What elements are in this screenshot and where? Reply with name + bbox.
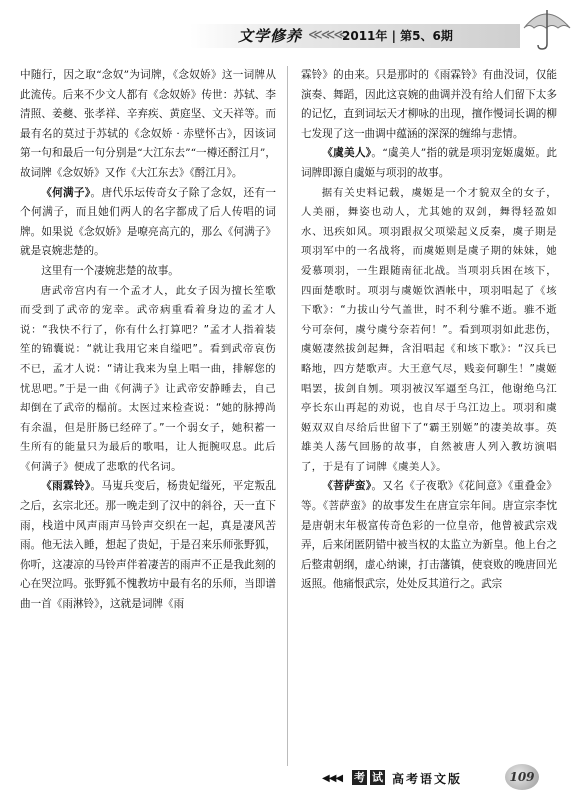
body-paragraph: [20, 262, 276, 282]
footer-box-shi: 试: [372, 771, 383, 784]
body-paragraph: [20, 184, 276, 262]
magazine-title: 文学修养: [238, 27, 303, 45]
page-footer: [0, 760, 581, 800]
section-title: 《虞美人》: [322, 147, 372, 160]
body-paragraph: [301, 66, 557, 144]
umbrella-icon: [520, 6, 572, 52]
footer-box-kao: 考: [354, 771, 365, 784]
chevron-decoration-icon: ≪≪≪: [308, 27, 346, 43]
arrow-decoration-icon: ◀◀◀: [322, 773, 343, 784]
body-paragraph: [20, 66, 276, 184]
paragraph-text: 。唐代乐坛传奇女子除了念奴，还有一个何满子，而且她们两人的名字都成了后人传唱的词牌。如果说《念奴娇》是嘹亮高亢的，那么《何满子》就是哀婉悲楚的。: [20, 186, 277, 258]
paragraph-text: 唐武帝宫内有一个孟才人，此女子因为擅长笙歌而受到了武帝的宠幸。武帝病重看着身边的孟才人说：“我快不行了，你有什么打算吧？”孟才人指着装笙的锦囊说：“就让我用它来自缢吧”。看到武帝哀伤不已，孟才人说：“请让我来为皇上唱一曲，排解您的忧思吧。”于是一曲《何满子》让武帝安静睡去，自己却倒在了武帝的榻前。太医过来检查说：“她的脉搏尚有余温，但是肝肠已经碎了。”一个弱女子，她积蓄一生所有的能量只为最后的歌唱，让人扼腕叹息。此后《何满子》便成了悲歌的代名词。: [20, 284, 276, 473]
section-title: 《雨霖铃》: [41, 480, 91, 493]
body-paragraph: [20, 477, 276, 614]
paragraph-text: 。“虞美人”指的就是项羽宠姬虞姬。此词牌即源自虞姬与项羽的故事。: [301, 147, 557, 179]
footer-edition-label: 高考语文版: [392, 772, 463, 786]
issue-label: 2011年 | 第5、6期: [342, 29, 453, 43]
paragraph-text: 据有关史料记载，虞姬是一个才貌双全的女子，人美丽，舞姿也动人，尤其她的双剑，舞得轻盈如水、迅疾如风。项羽跟叔父项梁起义反秦，虞子期是项羽军中的一名战将，而虞姬则是虞子期的妹妹，她爱慕项羽，一生跟随南征北战。当项羽兵困在垓下，四面楚歌时。项羽与虞姬饮酒帐中，项羽唱起了《垓下歌》：“力拔山兮气盖世，时不利兮骓不逝。骓不逝兮可奈何，虞兮虞兮奈若何！”。看到项羽如此悲伤，虞姬凄然拔剑起舞，含泪唱起《和垓下歌》：“汉兵已略地，四方楚歌声。大王意气尽，贱妾何聊生！”虞姬唱罢，拔剑自刎。项羽被汉军逼至乌江，他谢绝乌江亭长东山再起的劝说，也自尽于乌江边上。项羽和虞姬双双自尽给后世留下了“霸王别姬”的凄美故事。英雄美人荡气回肠的故事，自然被唐人列入教坊演唱了，于是有了词牌《虞美人》。: [301, 186, 557, 473]
page-header: [0, 0, 581, 54]
paragraph-text: 。又名《子夜歌》《花间意》《重叠金》等。《菩萨蛮》的故事发生在唐宣宗年间。唐宣宗李忱是唐朝末年极富传奇色彩的一位皇帝，他曾被武宗戏弄，后来闭匿阴错中被当权的太监立为新皇。他上台之后整肃朝纲，虚心纳谏，打击藩镇，使衰败的晚唐回光返照。他痛恨武宗，处处反其道行之。武宗: [301, 480, 557, 591]
paragraph-text: 中随行，因之取“念奴”为词牌，《念奴娇》这一词牌从此流传。后来不少文人都有《念奴娇》传世：苏轼、李清照、姜夔、张孝祥、辛弃疾、黄庭坚、文天祥等。而最有名的莫过于苏轼的《念奴娇 · 赤壁怀古》，因该词第一句和最后一句分别是“大江东去”“一樽还酹江月”，故词牌《念奴娇》又作《大江东去》《酹江月》。: [20, 69, 276, 179]
section-title: 《何满子》: [41, 186, 91, 199]
quoted-story-paragraph: [301, 184, 557, 478]
page-number: 109: [505, 764, 539, 790]
body-paragraph: [301, 477, 557, 595]
quoted-story-paragraph: [20, 282, 276, 478]
section-title: 《菩萨蛮》: [322, 480, 372, 493]
column-divider: [287, 66, 288, 766]
left-column: [20, 66, 276, 615]
paragraph-text: 。马嵬兵变后，杨贵妃缢死，平定叛乱之后，玄宗北还。那一晚走到了汉中的斜谷，天一直下雨，栈道中风声雨声马铃声交织在一起，真是凄风苦雨。他无法入睡，想起了贵妃，于是召来乐师张野狐，你听，这凄凉的马铃声伴着凄苦的雨声不正是我此刻的心在哭泣吗。张野狐不愧教坊中最有名的乐师，当即谱曲一首《雨淋铃》，这就是词牌《雨: [20, 480, 277, 611]
paragraph-text: 霖铃》的由来。只是那时的《雨霖铃》有曲没词，仅能演奏、舞蹈，因此这哀婉的曲调并没有给人们留下太多的记忆，直到词坛天才柳咏的出现，擅作慢词长调的柳七发现了这一曲调中蕴涵的深深的缠绵与悲情。: [301, 69, 557, 140]
paragraph-text: 这里有一个凄婉悲楚的故事。: [41, 264, 179, 277]
right-column: [301, 66, 557, 595]
body-paragraph: [301, 144, 557, 183]
